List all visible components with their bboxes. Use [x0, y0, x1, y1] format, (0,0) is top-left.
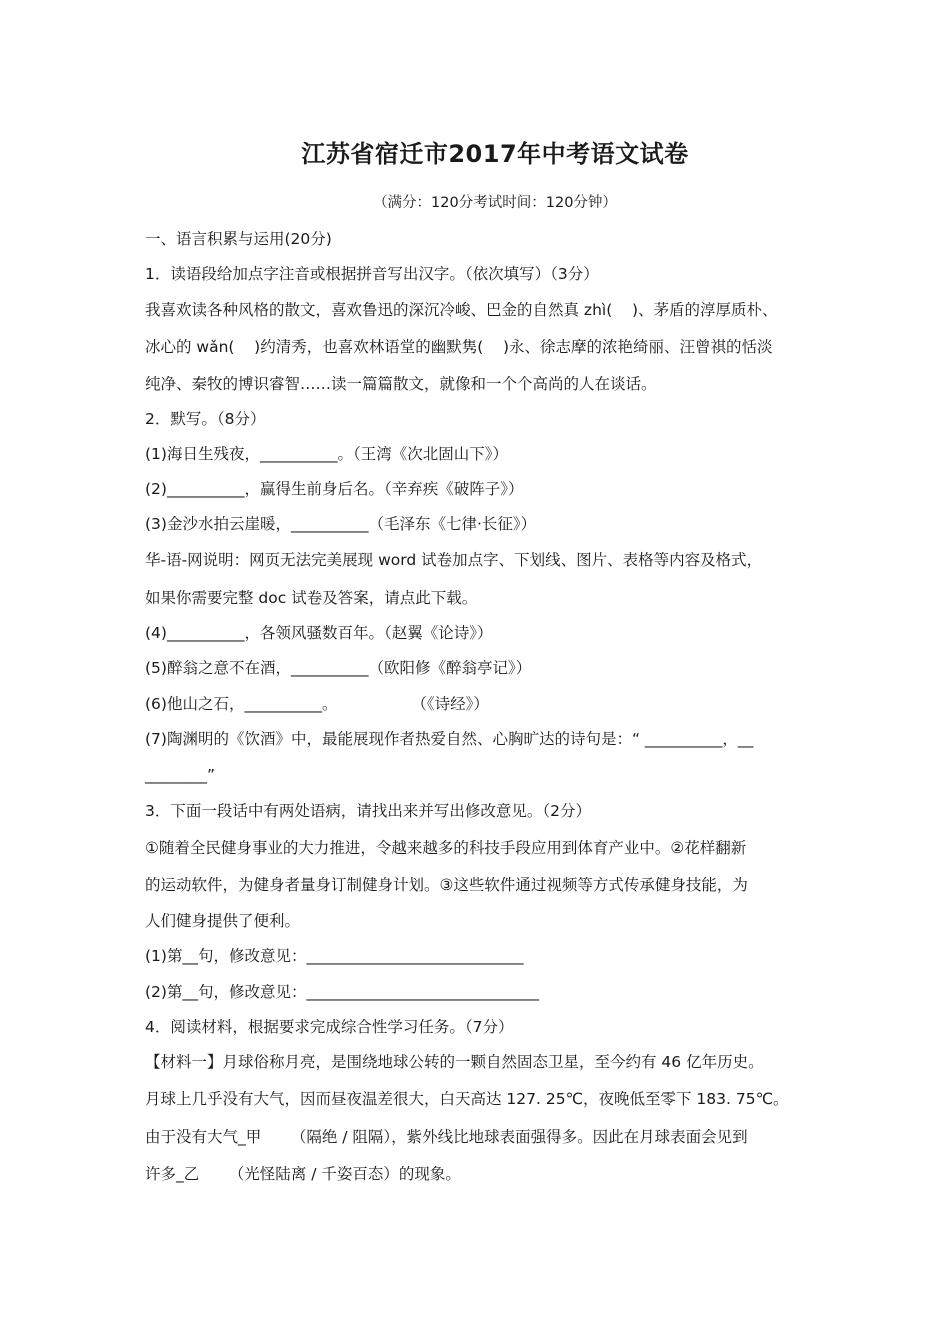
- material-line: 【材料一】月球俗称月亮，是围绕地球公转的一颗自然固态卫星，至今约有 46 亿年历史。: [145, 1053, 764, 1071]
- question-3-text-line: ①随着全民健身事业的大力推进，令越来越多的科技手段应用到体育产业中。②花样翻新: [145, 839, 747, 857]
- answer-line: (1)第__句，修改意见：____________________________: [145, 947, 524, 965]
- dictation-item: (6)他山之石，__________。 （《诗经》）: [145, 695, 489, 713]
- dictation-item: (3)金沙水拍云崖暖，__________（毛泽东《七律·长征》）: [145, 515, 537, 533]
- material-line: 由于没有大气_甲 （隔绝 / 阻隔），紫外线比地球表面强得多。因此在月球表面会见到: [145, 1128, 748, 1146]
- question-3-heading: 3．下面一段话中有两处语病，请找出来并写出修改意见。（2分）: [145, 802, 591, 820]
- dictation-item: (2)__________，赢得生前身后名。（辛弃疾《破阵子》）: [145, 480, 524, 498]
- dictation-item: (1)海日生残夜，__________。（王湾《次北固山下》）: [145, 445, 508, 463]
- dictation-item-continued: ________”: [145, 766, 216, 784]
- site-notice-line: 如果你需要完整 doc 试卷及答案，请点此下载。: [145, 589, 478, 607]
- site-notice-line: 华-语-网说明：网页无法完美展现 word 试卷加点字、下划线、图片、表格等内容及格式，: [145, 551, 763, 569]
- question-3-text-line: 人们健身提供了便利。: [145, 912, 301, 930]
- question-1-text-line: 冰心的 wǎn( )约清秀，也喜欢林语堂的幽默隽( )永、徐志摩的浓艳绮丽、汪曾祺的恬淡: [145, 338, 773, 356]
- material-line: 月球上几乎没有大气，因而昼夜温差很大，白天高达 127. 25℃，夜晚低至零下 183. 75℃。: [145, 1090, 789, 1108]
- question-2-heading: 2．默写。（8分）: [145, 410, 266, 428]
- section-heading: 一、语言积累与运用(20分): [145, 230, 332, 248]
- question-1-heading: 1．读语段给加点字注音或根据拼音写出汉字。（依次填写）（3分）: [145, 265, 599, 283]
- exam-info: （满分：120分考试时间：120分钟）: [373, 195, 617, 211]
- question-4-heading: 4．阅读材料，根据要求完成综合性学习任务。（7分）: [145, 1018, 514, 1036]
- question-3-text-line: 的运动软件，为健身者量身订制健身计划。③这些软件通过视频等方式传承健身技能，为: [145, 876, 748, 894]
- page-title: 江苏省宿迁市2017年中考语文试卷: [301, 140, 689, 168]
- dictation-item: (4)__________，各领风骚数百年。（赵翼《论诗》）: [145, 624, 493, 642]
- question-1-text-line: 纯净、秦牧的博识睿智……读一篇篇散文，就像和一个个高尚的人在谈话。: [145, 375, 657, 393]
- dictation-item: (5)醉翁之意不在酒，__________（欧阳修《醉翁亭记》）: [145, 659, 532, 677]
- answer-line: (2)第__句，修改意见：______________________________: [145, 983, 539, 1001]
- material-line: 许多_乙 （光怪陆离 / 千姿百态）的现象。: [145, 1165, 461, 1183]
- question-1-text-line: 我喜欢读各种风格的散文，喜欢鲁迅的深沉冷峻、巴金的自然真 zhì( )、茅盾的淳厚质朴、: [145, 301, 778, 319]
- dictation-item: (7)陶渊明的《饮酒》中，最能展现作者热爱自然、心胸旷达的诗句是：“ __________，__: [145, 730, 754, 748]
